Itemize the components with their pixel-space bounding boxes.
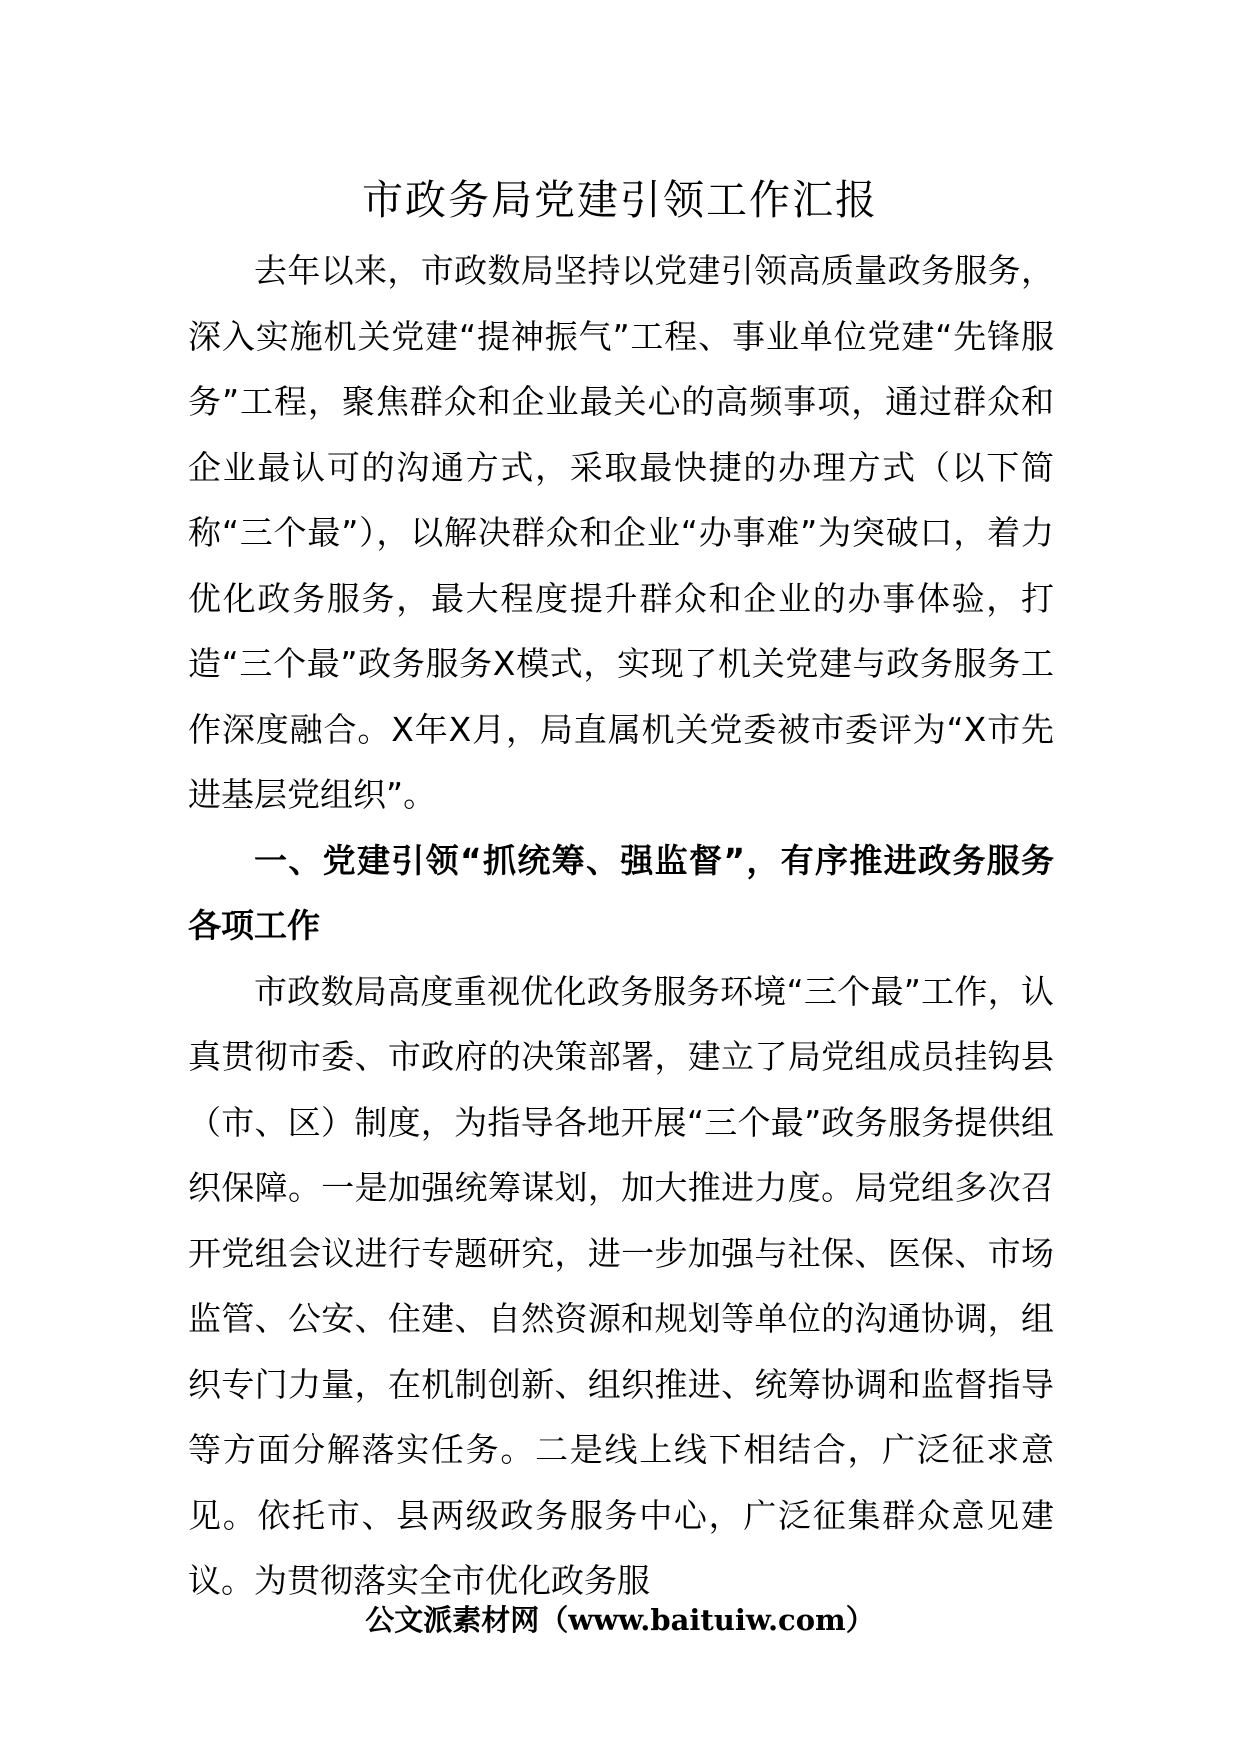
document-body [188,238,1054,1614]
section-heading-1: 一、党建引领“抓统筹、强监督”，有序推进政务服务各项工作 [188,840,1054,945]
paragraph-intro: 去年以来，市政数局坚持以党建引领高质量政务服务，深入实施机关党建“提神振气”工程、事业单位党建“先锋服务”工程，聚焦群众和企业最关心的高频事项，通过群众和企业最认可的沟通方式，采取最快捷的办理方式（以下简称“三个最”），以解决群众和企业“办事难”为突破口，着力优化政务服务，最大程度提升群众和企业的办事体验，打造“三个最”政务服务X模式，实现了机关党建与政务服务工作深度融合。X年X月，局直属机关党委被市委评为“X市先进基层党组织”。 [188,251,1054,814]
watermark-footer: 公文派素材网（www.baituiw.com） [365,1603,875,1637]
document-title: 市政务局党建引领工作汇报 [362,176,878,224]
paragraph-section-1: 市政数局高度重视优化政务服务环境“三个最”工作，认真贯彻市委、市政府的决策部署，建立了局党组成员挂钩县（市、区）制度，为指导各地开展“三个最”政务服务提供组织保障。一是加强统筹谋划，加大推进力度。局党组多次召开党组会议进行专题研究，进一步加强与社保、医保、市场监管、公安、住建、自然资源和规划等单位的沟通协调，组织专门力量，在机制创新、组织推进、统筹协调和监督指导等方面分解落实任务。二是线上线下相结合，广泛征求意见。依托市、县两级政务服务中心，广泛征集群众意见建议。为贯彻落实全市优化政务服 [188,971,1054,1600]
